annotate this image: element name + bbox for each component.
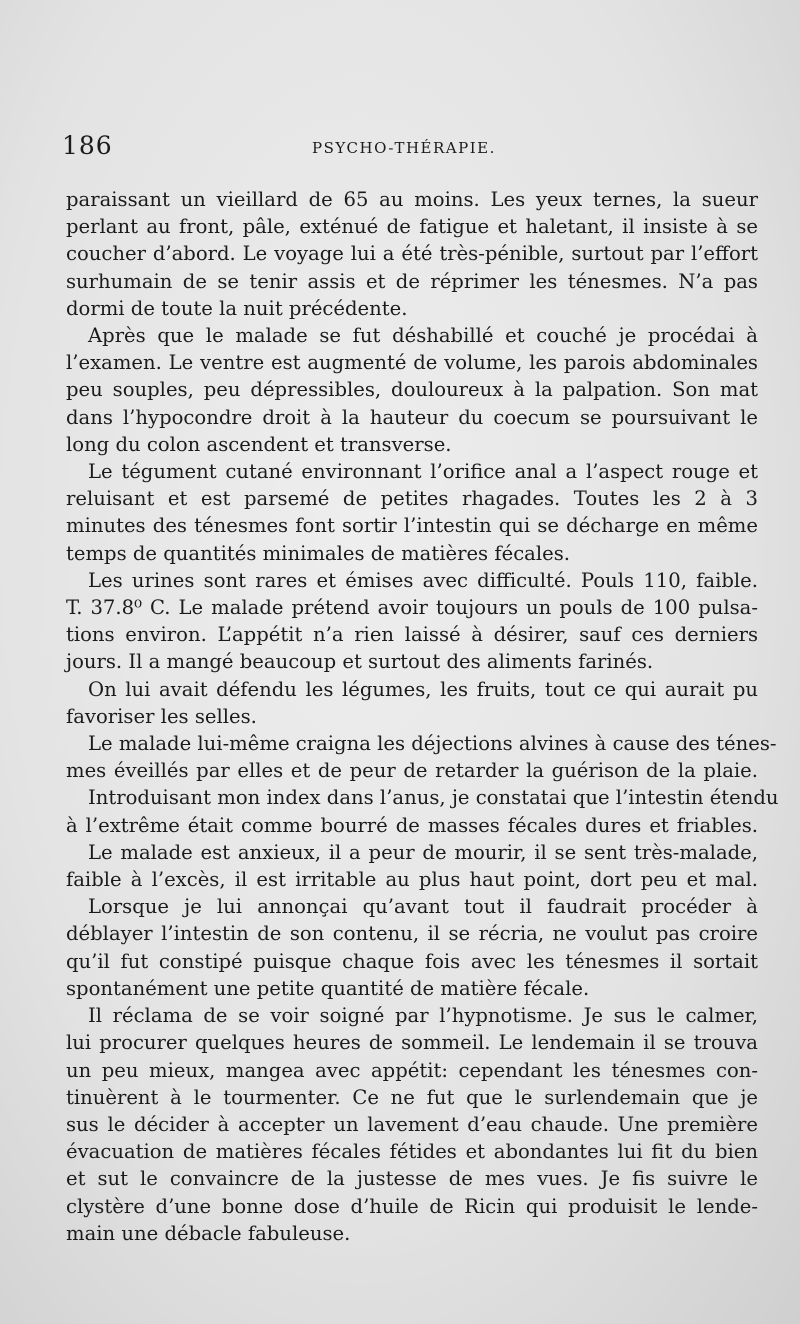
paragraph bbox=[66, 676, 758, 730]
text-line: évacuation de matières fécales fétides et abondantes lui fit du bien bbox=[66, 1140, 758, 1164]
paragraph bbox=[66, 730, 777, 784]
paragraph bbox=[66, 1002, 758, 1247]
text-line: perlant au front, pâle, exténué de fatigue et haletant, il insiste à se bbox=[66, 215, 758, 239]
text-line: minutes des ténesmes font sortir l’intestin qui se décharge en même bbox=[66, 514, 758, 538]
text-line: à l’extrême était comme bourré de masses fécales dures et friables. bbox=[66, 813, 758, 837]
paragraph bbox=[66, 784, 779, 838]
text-line: l’examen. Le ventre est augmenté de volume, les parois abdominales bbox=[66, 351, 758, 375]
text-line: surhumain de se tenir assis et de réprimer les ténesmes. N’a pas bbox=[66, 269, 758, 293]
page-header bbox=[62, 131, 752, 161]
text-line: lui procurer quelques heures de sommeil. Le lendemain il se trouva bbox=[66, 1031, 758, 1055]
text-line: favoriser les selles. bbox=[66, 704, 257, 728]
text-line: déblayer l’intestin de son contenu, il se récria, ne voulut pas croire bbox=[66, 922, 758, 946]
text-line: tions environ. L’appétit n’a rien laissé à désirer, sauf ces derniers bbox=[66, 623, 758, 647]
text-line: faible à l’excès, il est irritable au plus haut point, dort peu et mal. bbox=[66, 868, 758, 892]
text-line: Il réclama de se voir soigné par l’hypnotisme. Je sus le calmer, bbox=[88, 1004, 758, 1028]
page-number: 186 bbox=[62, 131, 113, 160]
body-text bbox=[66, 186, 779, 1247]
text-line: sus le décider à accepter un lavement d’eau chaude. Une première bbox=[66, 1112, 758, 1136]
text-line: dormi de toute la nuit précédente. bbox=[66, 296, 408, 320]
text-line: main une débacle fabuleuse. bbox=[66, 1221, 351, 1245]
text-line: dans l’hypocondre droit à la hauteur du coecum se poursuivant le bbox=[66, 405, 758, 429]
paragraph bbox=[66, 839, 758, 893]
paragraph bbox=[66, 567, 758, 676]
text-line: On lui avait défendu les légumes, les fruits, tout ce qui aurait pu bbox=[88, 677, 758, 701]
text-line: spontanément une petite quantité de matière fécale. bbox=[66, 976, 590, 1000]
text-line: Lorsque je lui annonçai qu’avant tout il faudrait procéder à bbox=[88, 895, 758, 919]
text-line: coucher d’abord. Le voyage lui a été très-pénible, surtout par l’effort bbox=[66, 242, 758, 266]
text-line: paraissant un vieillard de 65 au moins. Les yeux ternes, la sueur bbox=[66, 188, 758, 211]
paragraph bbox=[66, 458, 758, 567]
text-line: et sut le convaincre de la justesse de mes vues. Je fis suivre le bbox=[66, 1167, 758, 1191]
text-line: Le malade lui-même craigna les déjections alvines à cause des ténes- bbox=[88, 732, 777, 756]
text-line: Introduisant mon index dans l’anus, je constatai que l’intestin étendu bbox=[88, 786, 779, 810]
running-title: PSYCHO-THÉRAPIE. bbox=[312, 139, 496, 157]
text-line: Les urines sont rares et émises avec difficulté. Pouls 110, faible. bbox=[88, 568, 758, 592]
paragraph bbox=[66, 322, 758, 458]
text-line: clystère d’une bonne dose d’huile de Ricin qui produisit le lende- bbox=[66, 1194, 758, 1218]
text-line: reluisant et est parsemé de petites rhagades. Toutes les 2 à 3 bbox=[66, 487, 758, 511]
text-line: un peu mieux, mangea avec appétit: cependant les ténesmes con- bbox=[66, 1058, 758, 1082]
text-line: jours. Il a mangé beaucoup et surtout des aliments farinés. bbox=[66, 650, 654, 674]
text-line: tinuèrent à le tourmenter. Ce ne fut que le surlendemain que je bbox=[66, 1085, 758, 1109]
text-line: temps de quantités minimales de matières fécales. bbox=[66, 541, 570, 565]
text-line: qu’il fut constipé puisque chaque fois avec les ténesmes il sortait bbox=[66, 949, 758, 973]
paragraph bbox=[66, 186, 758, 322]
text-line: mes éveillés par elles et de peur de retarder la guérison de la plaie. bbox=[66, 759, 758, 783]
text-line: Après que le malade se fut déshabillé et couché je procédai à bbox=[88, 324, 758, 348]
paragraph bbox=[66, 893, 758, 1002]
text-line: Le malade est anxieux, il a peur de mourir, il se sent très-malade, bbox=[88, 840, 758, 864]
text-line: peu souples, peu dépressibles, douloureux à la palpation. Son mat bbox=[66, 378, 758, 402]
text-line: long du colon ascendent et transverse. bbox=[66, 432, 452, 456]
text-line: T. 37.8⁰ C. Le malade prétend avoir toujours un pouls de 100 pulsa- bbox=[66, 596, 758, 620]
text-line: Le tégument cutané environnant l’orifice anal a l’aspect rouge et bbox=[88, 460, 758, 484]
